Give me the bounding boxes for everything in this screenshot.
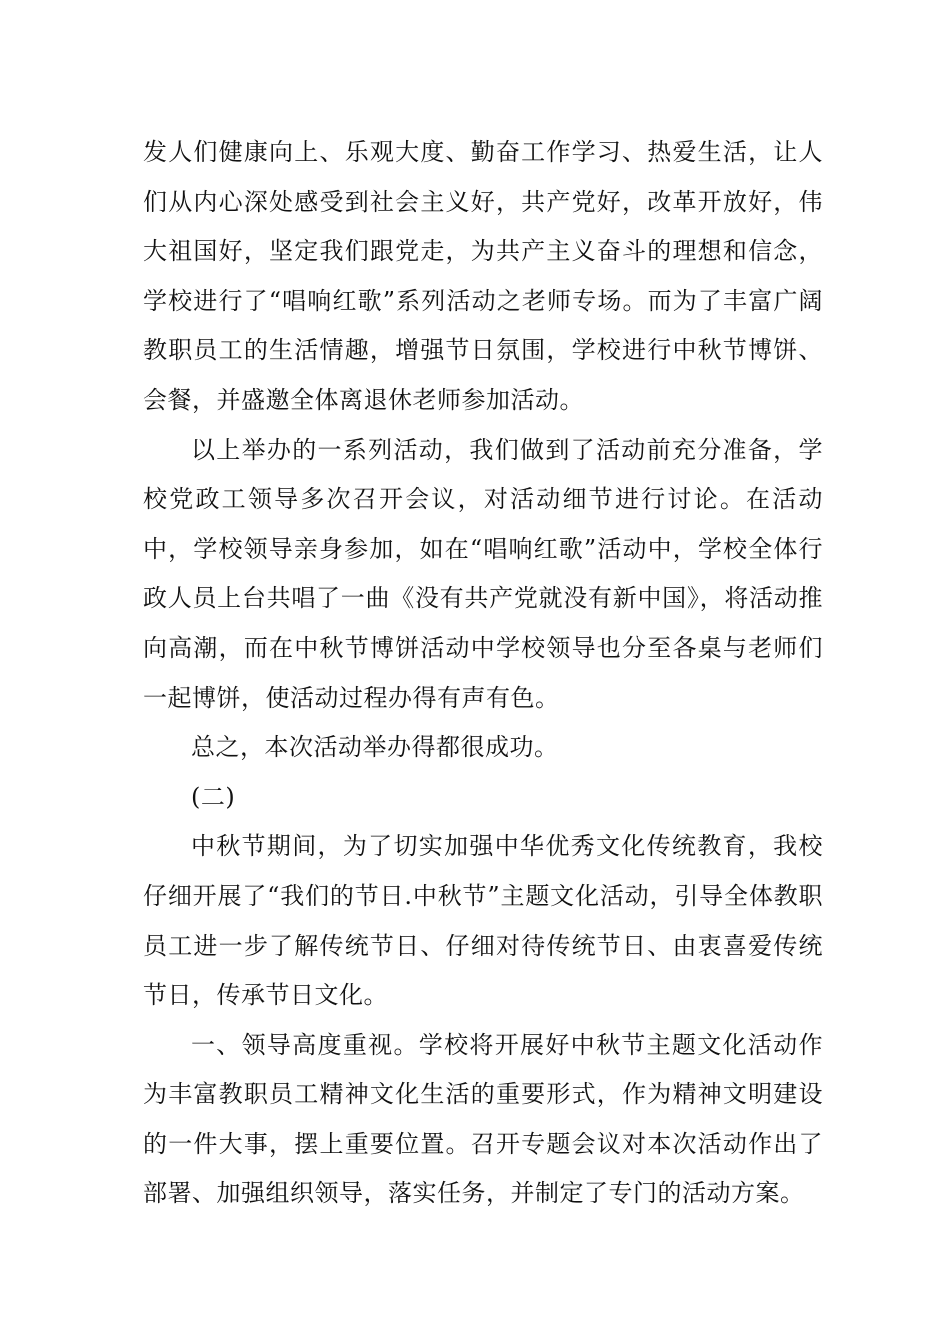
paragraph-continuation: 发人们健康向上、乐观大度、勤奋工作学习、热爱生活，让人们从内心深处感受到社会主义好，共产党好，改革开放好，伟大祖国好，坚定我们跟党走，为共产主义奋斗的理想和信念，学校进行了“唱响红歌”系列活动之老师专场。而为了丰富广阔教职员工的生活情趣，增强节日氛围，学校进行中秋节博饼、会餐，并盛邀全体离退休老师参加活动。 bbox=[143, 138, 823, 414]
document-body bbox=[143, 128, 823, 1219]
section-heading-two: (二) bbox=[191, 782, 236, 811]
paragraph-mid-autumn-intro: 中秋节期间，为了切实加强中华优秀文化传统教育，我校仔细开展了“我们的节日.中秋节”主题文化活动，引导全体教职员工进一步了解传统节日、仔细对待传统节日、由衷喜爱传统节日，传承节日文化。 bbox=[143, 832, 823, 1010]
paragraph-activities-summary: 以上举办的一系列活动，我们做到了活动前充分准备，学校党政工领导多次召开会议，对活动细节进行讨论。在活动中，学校领导亲身参加，如在“唱响红歌”活动中，学校全体行政人员上台共唱了一曲《没有共产党就没有新中国》，将活动推向高潮，而在中秋节博饼活动中学校领导也分至各桌与老师们一起博饼，使活动过程办得有声有色。 bbox=[143, 435, 823, 712]
paragraph-leadership: 一、领导高度重视。学校将开展好中秋节主题文化活动作为丰富教职员工精神文化生活的重要形式，作为精神文明建设的一件大事，摆上重要位置。召开专题会议对本次活动作出了部署、加强组织领导，落实任务，并制定了专门的活动方案。 bbox=[143, 1030, 823, 1208]
paragraph-conclusion: 总之，本次活动举办得都很成功。 bbox=[191, 733, 559, 762]
